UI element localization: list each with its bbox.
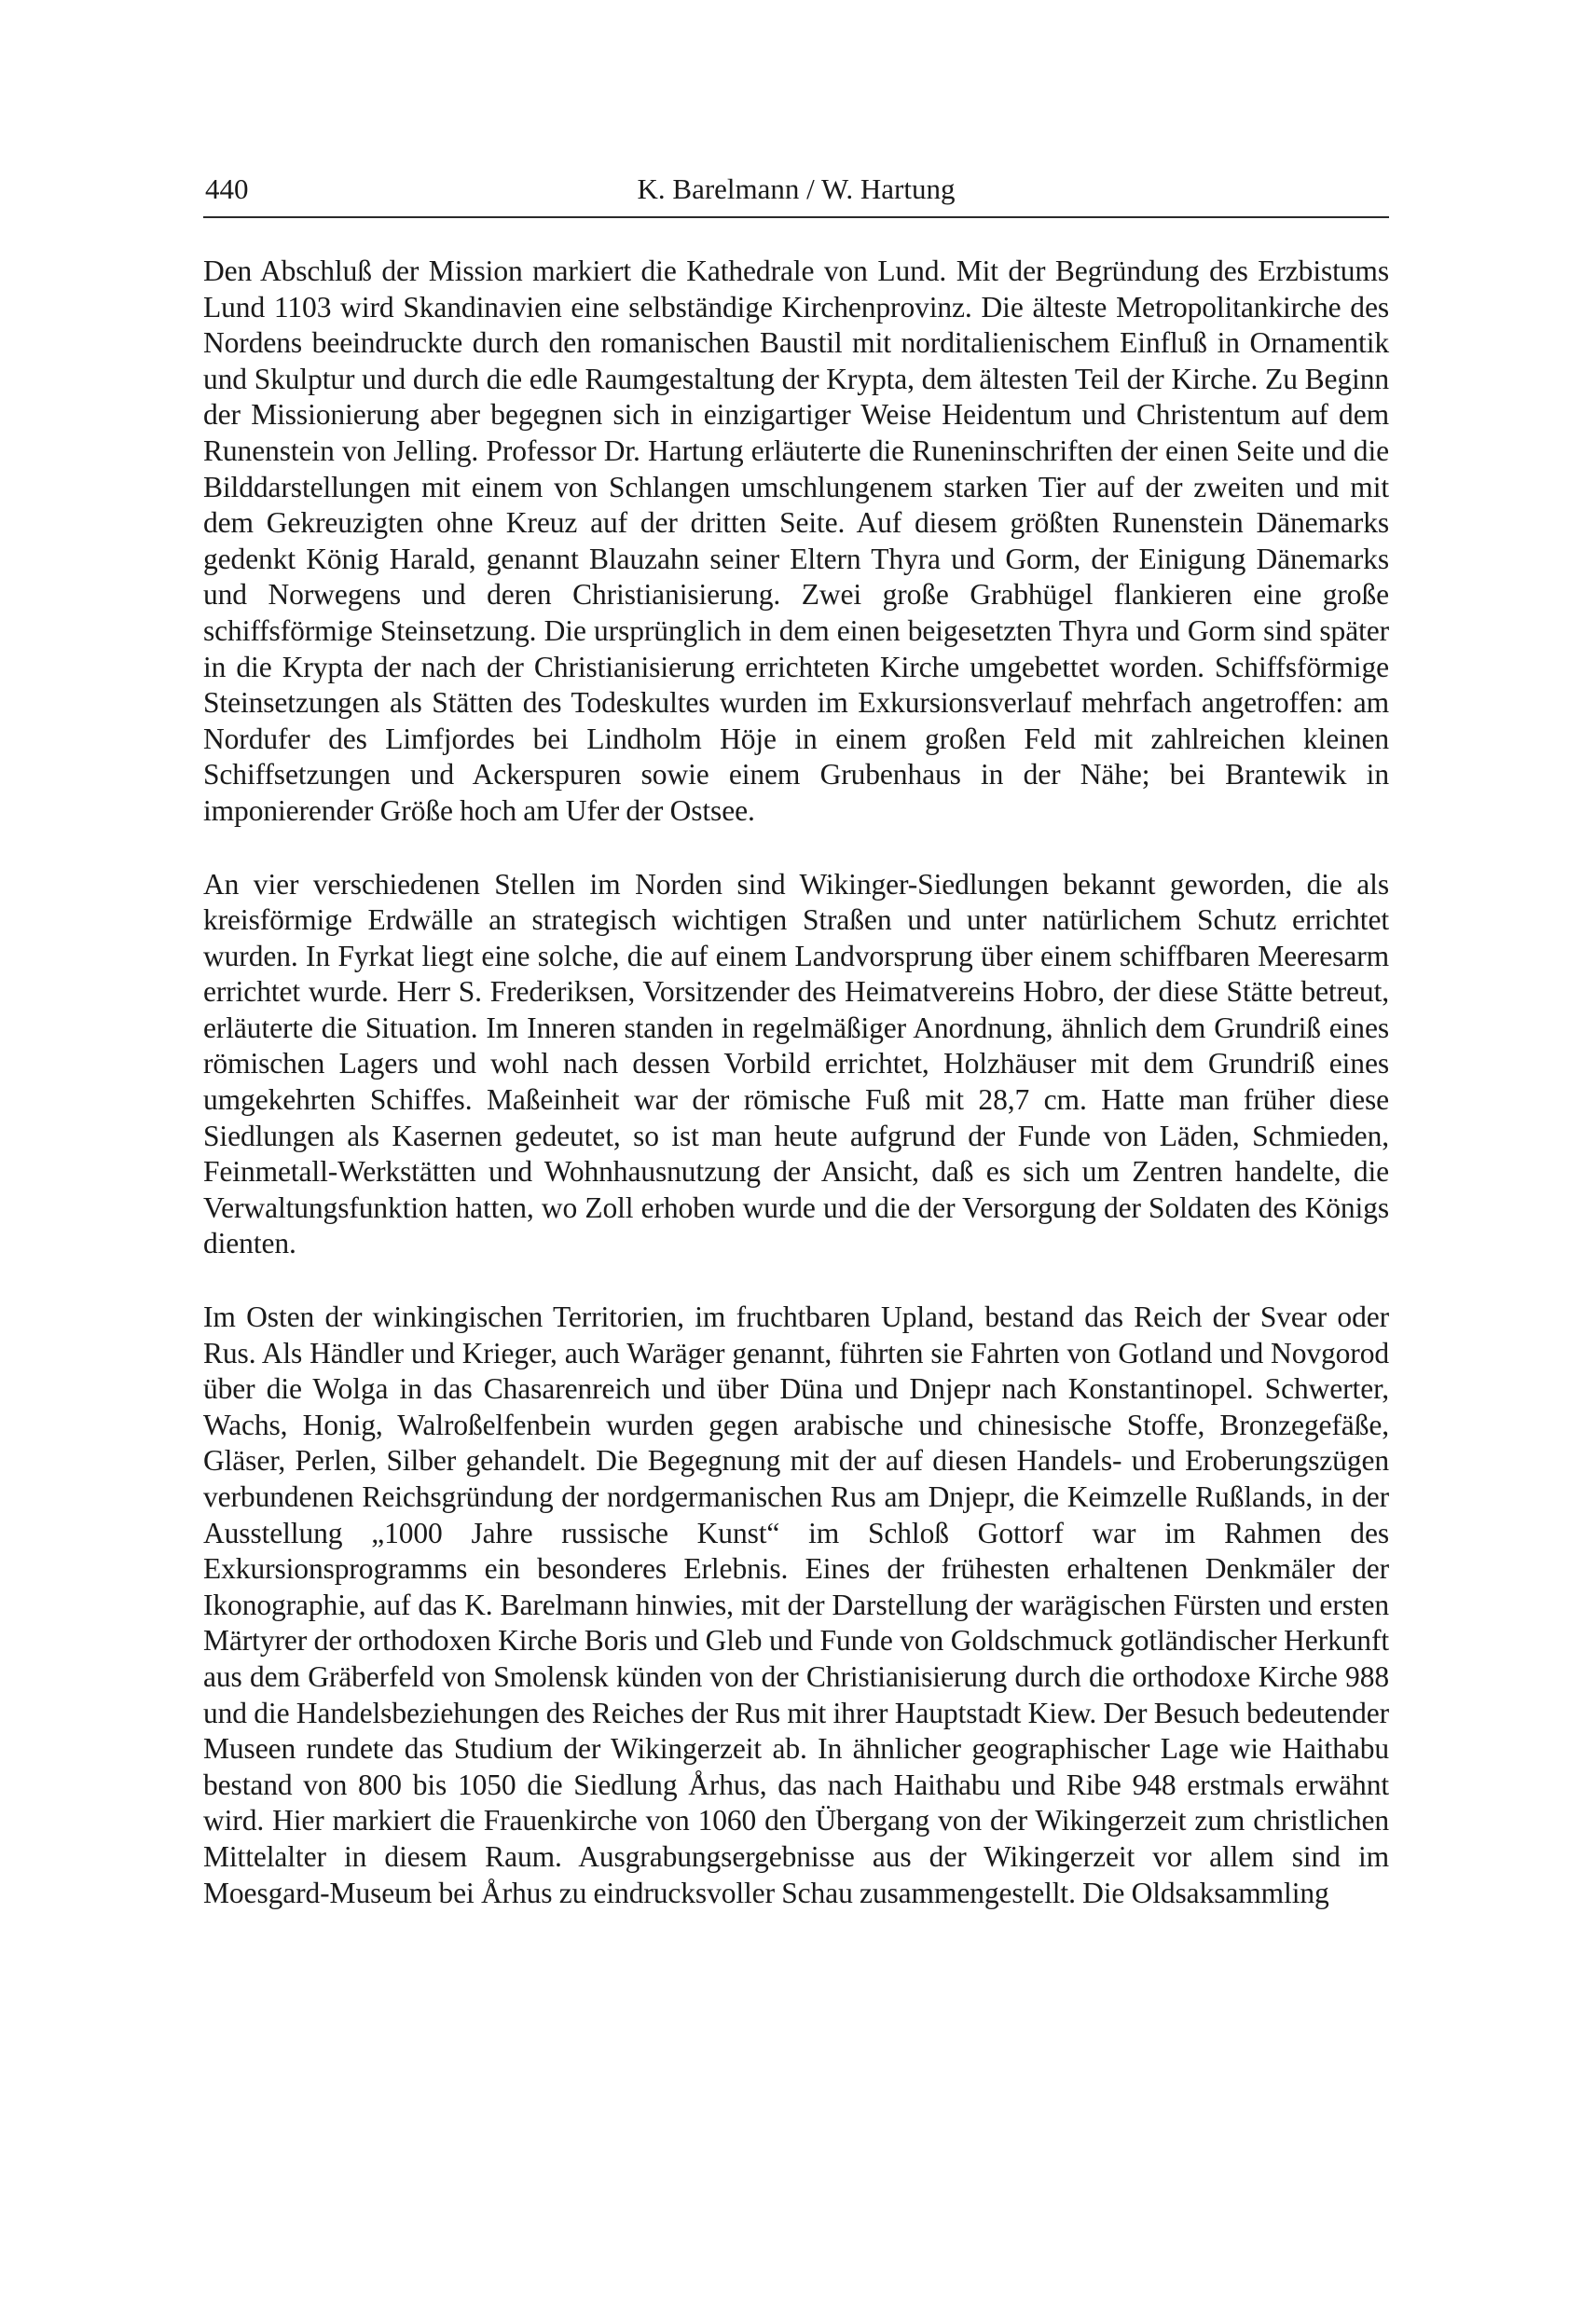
page	[203, 168, 1389, 1948]
body-text	[203, 254, 1389, 1911]
paragraph-svear-rus: Im Osten der winkingischen Territorien, im fruchtbaren Upland, bestand das Reich der Svear oder Rus. Als Händler und Krieger, auch Waräger genannt, führten sie Fahrten von Gotland und Novgorod über die Wolga in das Chasarenreich und über Düna und Dnjepr nach Konstantinopel. Schwerter, Wachs, Honig, Walroßelfenbein wurden gegen arabische und chinesische Stoffe, Bronzegefäße, Gläser, Perlen, Silber gehandelt. Die Begegnung mit der auf diesen Handels- und Eroberungszügen verbundenen Reichsgründung der nordgermanischen Rus am Dnjepr, die Keimzelle Rußlands, in der Ausstellung „1000 Jahre russische Kunst“ im Schloß Gottorf war im Rahmen des Exkursionsprogramms ein besonderes Erlebnis. Eines der frühesten erhaltenen Denkmäler der Ikonographie, auf das K. Barelmann hinwies, mit der Darstellung der warägischen Fürsten und ersten Märtyrer der orthodoxen Kirche Boris und Gleb und Funde von Goldschmuck gotländischer Herkunft aus dem Gräberfeld von Smolensk künden von der Christianisierung durch die orthodoxe Kirche 988 und die Handelsbeziehungen des Reiches der Rus mit ihrer Hauptstadt Kiew. Der Besuch bedeutender Museen rundete das Studium der Wikingerzeit ab. In ähnlicher geographischer Lage wie Haithabu bestand von 800 bis 1050 die Siedlung Århus, das nach Haithabu und Ribe 948 erstmals erwähnt wird. Hier markiert die Frauenkirche von 1060 den Übergang von der Wikingerzeit zum christlichen Mittelalter in diesem Raum. Ausgrabungsergebnisse aus der Wikingerzeit vor allem sind im Moesgard-Museum bei Århus zu eindrucksvoller Schau zusammengestellt. Die Oldsaksammling	[203, 1300, 1389, 1909]
page-number: 440	[205, 172, 249, 205]
paragraph-lund-jelling: Den Abschluß der Mission markiert die Kathedrale von Lund. Mit der Begründung des Erzbistums Lund 1103 wird Skandinavien eine selbständige Kirchenprovinz. Die älteste Metropolitankirche des Nordens beeindruckte durch den romanischen Baustil mit norditalienischem Einfluß in Ornamentik und Skulptur und durch die edle Raumgestaltung der Krypta, dem ältesten Teil der Kirche. Zu Beginn der Missionierung aber begegnen sich in einzigartiger Weise Heidentum und Christentum auf dem Runenstein von Jelling. Professor Dr. Hartung erläuterte die Runeninschriften der einen Seite und die Bilddarstellungen mit einem von Schlangen umschlungenem starken Tier auf der zweiten und mit dem Gekreuzigten ohne Kreuz auf der dritten Seite. Auf diesem größten Runenstein Dänemarks gedenkt König Harald, genannt Blauzahn seiner Eltern Thyra und Gorm, der Einigung Dänemarks und Norwegens und deren Christianisierung. Zwei große Grabhügel flankieren eine große schiffsförmige Steinsetzung. Die ursprünglich in dem einen beigesetzten Thyra und Gorm sind später in die Krypta der nach der Christianisierung errichteten Kirche umgebettet worden. Schiffsförmige Steinsetzungen als Stätten des Todeskultes wurden im Exkursionsverlauf mehrfach angetroffen: am Nordufer des Limfjordes bei Lindholm Höje in einem großen Feld mit zahlreichen kleinen Schiffsetzungen und Ackerspuren sowie einem Grubenhaus in der Nähe; bei Brantewik in imponierender Größe hoch am Ufer der Ostsee.	[203, 255, 1389, 827]
running-head	[203, 168, 1389, 218]
running-title: K. Barelmann / W. Hartung	[637, 172, 956, 205]
paragraph-wikinger-siedlungen: An vier verschiedenen Stellen im Norden sind Wikinger-Siedlungen bekannt geworden, die als kreisförmige Erdwälle an strategisch wichtigen Straßen und unter natürlichem Schutz errichtet wurden. In Fyrkat liegt eine solche, die auf einem Landvorsprung über einem schiffbaren Meeresarm errichtet wurde. Herr S. Frederiksen, Vorsitzender des Heimatvereins Hobro, der diese Stätte betreut, erläuterte die Situation. Im Inneren standen in regelmäßiger Anordnung, ähnlich dem Grundriß eines römischen Lagers und wohl nach dessen Vorbild errichtet, Holzhäuser mit dem Grundriß eines umgekehrten Schiffes. Maßeinheit war der römische Fuß mit 28,7 cm. Hatte man früher diese Siedlungen als Kasernen gedeutet, so ist man heute aufgrund der Funde von Läden, Schmieden, Feinmetall-Werkstätten und Wohnhausnutzung der Ansicht, daß es sich um Zentren handelte, die Verwaltungsfunktion hatten, wo Zoll erhoben wurde und die der Versorgung der Soldaten des Königs dienten.	[203, 867, 1389, 1260]
